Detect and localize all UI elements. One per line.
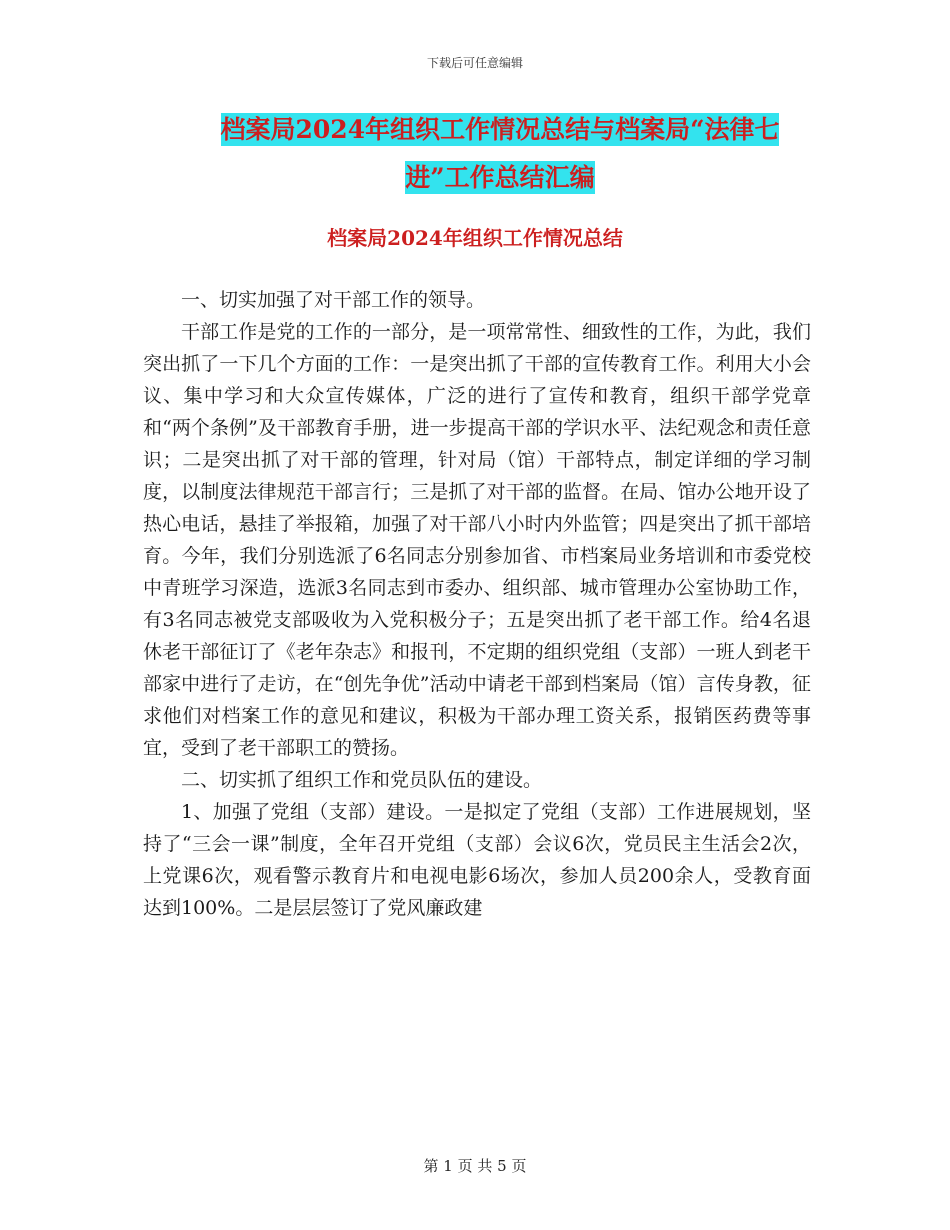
paragraph: 干部工作是党的工作的一部分，是一项常常性、细致性的工作，为此，我们突出抓了一下几个方面的工作：一是突出抓了干部的宣传教育工作。利用大小会议、集中学习和大众宣传媒体，广泛的进行了宣传和教育，组织干部学党章和“两个条例”及干部教育手册，进一步提高干部的学识水平、法纪观念和责任意识；二是突出抓了对干部的管理，针对局（馆）干部特点，制定详细的学习制度，以制度法律规范干部言行；三是抓了对干部的监督。在局、馆办公地开设了热心电话，悬挂了举报箱，加强了对干部八小时内外监管；四是突出了抓干部培育。今年，我们分别选派了6名同志分别参加省、市档案局业务培训和市委党校中青班学习深造，选派3名同志到市委办、组织部、城市管理办公室协助工作，有3名同志被党支部吸收为入党积极分子；五是突出抓了老干部工作。给4名退休老干部征订了《老年杂志》和报刊，不定期的组织党组（支部）一班人到老干部家中进行了走访，在“创先争优”活动中请老干部到档案局（馆）言传身教，征求他们对档案工作的意见和建议，积极为干部办理工资关系，报销医药费等事宜，受到了老干部职工的赞扬。 [143, 321, 811, 759]
paragraph: 1、加强了党组（支部）建设。一是拟定了党组（支部）工作进展规划，坚持了“三会一课”制度，全年召开党组（支部）会议6次，党员民主生活会2次，上党课6次，观看警示教育片和电视电影6场次，参加人员200余人，受教育面达到100%。二是层层签订了党风廉政建 [143, 801, 811, 919]
page-footer: 第 1 页 共 5 页 [423, 1157, 527, 1175]
body-text [143, 284, 811, 924]
paragraph: 一、切实加强了对干部工作的领导。 [181, 289, 486, 311]
title-line-2: 进”工作总结汇编 [405, 163, 595, 192]
section-title: 档案局2024年组织工作情况总结 [327, 226, 623, 250]
header-note: 下载后可任意编辑 [426, 56, 523, 70]
document-title [140, 106, 860, 202]
title-line-1: 档案局2024年组织工作情况总结与档案局“法律七 [220, 115, 780, 144]
paragraph: 二、切实抓了组织工作和党员队伍的建设。 [181, 769, 543, 791]
